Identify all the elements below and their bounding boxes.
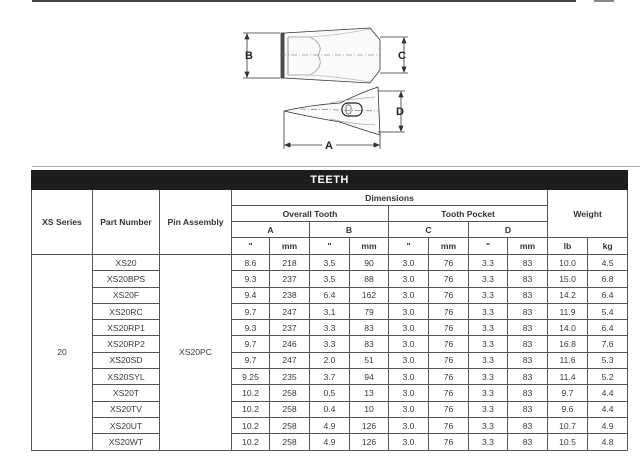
cell-b-in: 0.5 — [310, 385, 350, 401]
cell-d-mm: 83 — [508, 385, 548, 401]
part-number-cell: XS20TV — [93, 401, 160, 417]
cell-a-in: 9.7 — [232, 336, 270, 352]
cell-kg: 4.9 — [588, 417, 628, 433]
table-row — [32, 352, 628, 368]
cell-a-in: 10.2 — [232, 401, 270, 417]
cell-d-mm: 83 — [508, 401, 548, 417]
cell-lb: 10.7 — [548, 417, 588, 433]
part-number-cell: XS20BPS — [93, 271, 160, 287]
cell-kg: 5.3 — [588, 352, 628, 368]
table-row — [32, 434, 628, 450]
cell-d-in: 3.3 — [469, 369, 508, 385]
cell-b-in: 3.1 — [310, 303, 350, 319]
cell-kg: 7.6 — [588, 336, 628, 352]
cell-c-mm: 76 — [429, 271, 469, 287]
cell-d-mm: 83 — [508, 352, 548, 368]
cell-b-in: 3.5 — [310, 271, 350, 287]
cell-d-in: 3.3 — [469, 271, 508, 287]
cell-c-in: 3.0 — [389, 255, 429, 271]
cell-lb: 11.4 — [548, 369, 588, 385]
cell-c-mm: 76 — [429, 434, 469, 450]
cell-a-mm: 258 — [270, 434, 310, 450]
cell-kg: 6.4 — [588, 320, 628, 336]
cell-c-mm: 76 — [429, 352, 469, 368]
header-d-mm: mm — [508, 238, 548, 255]
cell-lb: 9.7 — [548, 385, 588, 401]
label-a: A — [325, 140, 333, 152]
cell-d-mm: 83 — [508, 417, 548, 433]
cell-c-mm: 76 — [429, 401, 469, 417]
header-tooth-pocket: Tooth Pocket — [389, 206, 548, 222]
cell-d-mm: 83 — [508, 255, 548, 271]
cell-a-in: 9.3 — [232, 320, 270, 336]
table-row — [32, 287, 628, 303]
cell-c-mm: 76 — [429, 369, 469, 385]
cell-d-mm: 83 — [508, 434, 548, 450]
cell-c-in: 3.0 — [389, 287, 429, 303]
cell-kg: 4.4 — [588, 401, 628, 417]
teeth-spec-table — [31, 170, 628, 451]
cell-b-mm: 79 — [350, 303, 389, 319]
part-number-cell: XS20F — [93, 287, 160, 303]
cell-b-in: 3.3 — [310, 320, 350, 336]
part-number-cell: XS20UT — [93, 417, 160, 433]
cell-kg: 4.5 — [588, 255, 628, 271]
cell-c-in: 3.0 — [389, 385, 429, 401]
cell-a-mm: 237 — [270, 271, 310, 287]
cell-b-mm: 13 — [350, 385, 389, 401]
cell-b-mm: 162 — [350, 287, 389, 303]
cell-c-in: 3.0 — [389, 369, 429, 385]
cell-c-mm: 76 — [429, 287, 469, 303]
header-b: B — [310, 222, 389, 238]
cell-a-in: 10.2 — [232, 417, 270, 433]
cell-c-mm: 76 — [429, 336, 469, 352]
part-number-cell: XS20SD — [93, 352, 160, 368]
cell-kg: 4.4 — [588, 385, 628, 401]
cell-a-mm: 237 — [270, 320, 310, 336]
cell-kg: 5.4 — [588, 303, 628, 319]
cell-a-mm: 258 — [270, 417, 310, 433]
table-row — [32, 385, 628, 401]
part-number-cell: XS20RP1 — [93, 320, 160, 336]
header-b-mm: mm — [350, 238, 389, 255]
cell-c-in: 3.0 — [389, 417, 429, 433]
label-b: B — [245, 50, 253, 62]
part-number-cell: XS20RC — [93, 303, 160, 319]
cell-kg: 5.2 — [588, 369, 628, 385]
table-row — [32, 401, 628, 417]
cell-a-in: 10.2 — [232, 385, 270, 401]
cell-b-mm: 10 — [350, 401, 389, 417]
cell-b-in: 3.5 — [310, 255, 350, 271]
cell-a-in: 8.6 — [232, 255, 270, 271]
header-a-in: " — [232, 238, 270, 255]
table-row — [32, 336, 628, 352]
cell-d-mm: 83 — [508, 320, 548, 336]
header-b-in: " — [310, 238, 350, 255]
cell-d-mm: 83 — [508, 303, 548, 319]
cell-d-in: 3.3 — [469, 255, 508, 271]
part-number-cell: XS20RP2 — [93, 336, 160, 352]
part-number-cell: XS20T — [93, 385, 160, 401]
cell-d-in: 3.3 — [469, 417, 508, 433]
cell-d-in: 3.3 — [469, 352, 508, 368]
cell-d-in: 3.3 — [469, 303, 508, 319]
part-number-cell: XS20SYL — [93, 369, 160, 385]
cell-a-in: 9.3 — [232, 271, 270, 287]
top-divider — [32, 0, 576, 2]
cell-b-in: 0.4 — [310, 401, 350, 417]
cell-c-in: 3.0 — [389, 434, 429, 450]
header-c: C — [389, 222, 469, 238]
header-weight: Weight — [548, 190, 628, 238]
table-row — [32, 320, 628, 336]
header-a: A — [232, 222, 310, 238]
cell-b-mm: 88 — [350, 271, 389, 287]
cell-d-mm: 83 — [508, 287, 548, 303]
part-number-cell: XS20WT — [93, 434, 160, 450]
table-row — [32, 369, 628, 385]
cell-b-in: 3.7 — [310, 369, 350, 385]
part-number-link[interactable]: XS20 — [93, 255, 160, 271]
cell-b-mm: 94 — [350, 369, 389, 385]
cell-c-mm: 76 — [429, 303, 469, 319]
header-part-number: Part Number — [93, 190, 160, 255]
cell-b-in: 2.0 — [310, 352, 350, 368]
cell-c-mm: 76 — [429, 417, 469, 433]
cell-d-in: 3.3 — [469, 401, 508, 417]
cell-d-mm: 83 — [508, 369, 548, 385]
cell-c-in: 3.0 — [389, 336, 429, 352]
tooth-dimension-drawing — [240, 25, 420, 155]
cell-lb: 16.8 — [548, 336, 588, 352]
table-row — [32, 303, 628, 319]
cell-a-in: 9.4 — [232, 287, 270, 303]
header-d: D — [469, 222, 548, 238]
cell-c-mm: 76 — [429, 385, 469, 401]
cell-a-mm: 258 — [270, 401, 310, 417]
cell-a-mm: 246 — [270, 336, 310, 352]
cell-a-in: 10.2 — [232, 434, 270, 450]
cell-kg: 6.8 — [588, 271, 628, 287]
cell-a-mm: 218 — [270, 255, 310, 271]
cell-c-in: 3.0 — [389, 271, 429, 287]
section-divider — [32, 166, 640, 167]
cell-kg: 4.8 — [588, 434, 628, 450]
table-row — [32, 417, 628, 433]
cell-a-mm: 258 — [270, 385, 310, 401]
cell-lb: 11.6 — [548, 352, 588, 368]
cell-a-mm: 235 — [270, 369, 310, 385]
label-d: D — [396, 106, 404, 118]
cell-b-mm: 83 — [350, 336, 389, 352]
cell-lb: 11.9 — [548, 303, 588, 319]
cell-d-mm: 83 — [508, 271, 548, 287]
cell-a-mm: 247 — [270, 352, 310, 368]
header-lb: lb — [548, 238, 588, 255]
cell-lb: 14.2 — [548, 287, 588, 303]
cell-b-mm: 126 — [350, 434, 389, 450]
cell-a-mm: 247 — [270, 303, 310, 319]
header-xs-series: XS Series — [32, 190, 93, 255]
table-title: TEETH — [32, 171, 628, 190]
cell-d-in: 3.3 — [469, 336, 508, 352]
header-c-mm: mm — [429, 238, 469, 255]
table-row — [32, 271, 628, 287]
cell-d-in: 3.3 — [469, 320, 508, 336]
cell-a-in: 9.25 — [232, 369, 270, 385]
cell-d-mm: 83 — [508, 336, 548, 352]
series-cell: 20 — [32, 255, 93, 451]
pin-assembly-cell: XS20PC — [160, 255, 232, 451]
cell-c-in: 3.0 — [389, 352, 429, 368]
cell-b-mm: 90 — [350, 255, 389, 271]
cell-a-in: 9.7 — [232, 303, 270, 319]
cell-b-mm: 126 — [350, 417, 389, 433]
header-kg: kg — [588, 238, 628, 255]
cell-d-in: 3.3 — [469, 434, 508, 450]
tooth-diagram — [240, 25, 420, 155]
header-a-mm: mm — [270, 238, 310, 255]
header-overall-tooth: Overall Tooth — [232, 206, 389, 222]
cell-b-in: 4.9 — [310, 417, 350, 433]
header-c-in: " — [389, 238, 429, 255]
cell-a-in: 9.7 — [232, 352, 270, 368]
header-pin-assembly: Pin Assembly — [160, 190, 232, 255]
cell-c-in: 3.0 — [389, 401, 429, 417]
cell-lb: 10.5 — [548, 434, 588, 450]
header-dimensions: Dimensions — [232, 190, 548, 206]
label-c: C — [398, 50, 406, 62]
cell-kg: 6.4 — [588, 287, 628, 303]
cell-lb: 14.0 — [548, 320, 588, 336]
cell-d-in: 3.3 — [469, 287, 508, 303]
cell-d-in: 3.3 — [469, 385, 508, 401]
cell-c-in: 3.0 — [389, 320, 429, 336]
cell-b-in: 6.4 — [310, 287, 350, 303]
cell-b-mm: 83 — [350, 320, 389, 336]
cell-lb: 10.0 — [548, 255, 588, 271]
cell-lb: 15.0 — [548, 271, 588, 287]
cell-b-in: 4.9 — [310, 434, 350, 450]
cell-a-mm: 238 — [270, 287, 310, 303]
top-divider-right — [594, 0, 614, 2]
table-body — [32, 255, 628, 451]
header-d-in: " — [469, 238, 508, 255]
cell-b-in: 3.3 — [310, 336, 350, 352]
cell-c-mm: 76 — [429, 320, 469, 336]
cell-c-in: 3.0 — [389, 303, 429, 319]
cell-lb: 9.6 — [548, 401, 588, 417]
cell-c-mm: 76 — [429, 255, 469, 271]
table-row — [32, 255, 628, 271]
cell-b-mm: 51 — [350, 352, 389, 368]
